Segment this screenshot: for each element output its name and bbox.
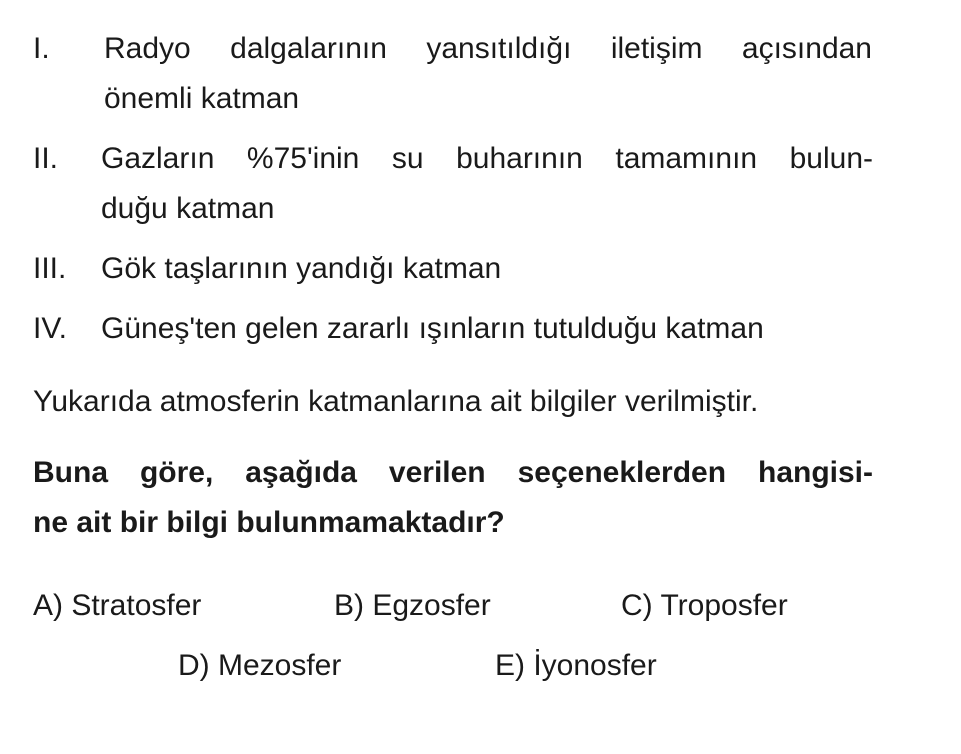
statement-iii-line-1: Gök taşlarının yandığı katman (101, 252, 502, 285)
statement-ii-line-2: duğu katman (101, 192, 275, 225)
statement-iv-line-1: Güneş'ten gelen zararlı ışınların tutulduğu katman (101, 312, 764, 345)
statement-ii-line-1: Gazların %75'inin su buharının tamamının bulun- (101, 142, 873, 175)
statement-numeral-i: I. (33, 32, 50, 65)
statement-numeral-iv: IV. (33, 312, 67, 345)
statement-numeral-ii: II. (33, 142, 59, 175)
statement-i-line-2: önemli katman (104, 82, 300, 115)
option-c[interactable]: C) Troposfer (621, 589, 788, 622)
option-e[interactable]: E) İyonosfer (495, 649, 657, 682)
statement-i-line-1: Radyo dalgalarının yansıtıldığı iletişim açısından (104, 32, 872, 65)
option-b[interactable]: B) Egzosfer (334, 589, 491, 622)
question-line-2: ne ait bir bilgi bulunmamaktadır? (33, 506, 505, 539)
option-a[interactable]: A) Stratosfer (33, 589, 202, 622)
option-d[interactable]: D) Mezosfer (178, 649, 342, 682)
statement-numeral-iii: III. (33, 252, 67, 285)
intro-text: Yukarıda atmosferin katmanlarına ait bilgiler verilmiştir. (33, 385, 759, 418)
question-line-1: Buna göre, aşağıda verilen seçeneklerden hangisi- (33, 456, 873, 489)
